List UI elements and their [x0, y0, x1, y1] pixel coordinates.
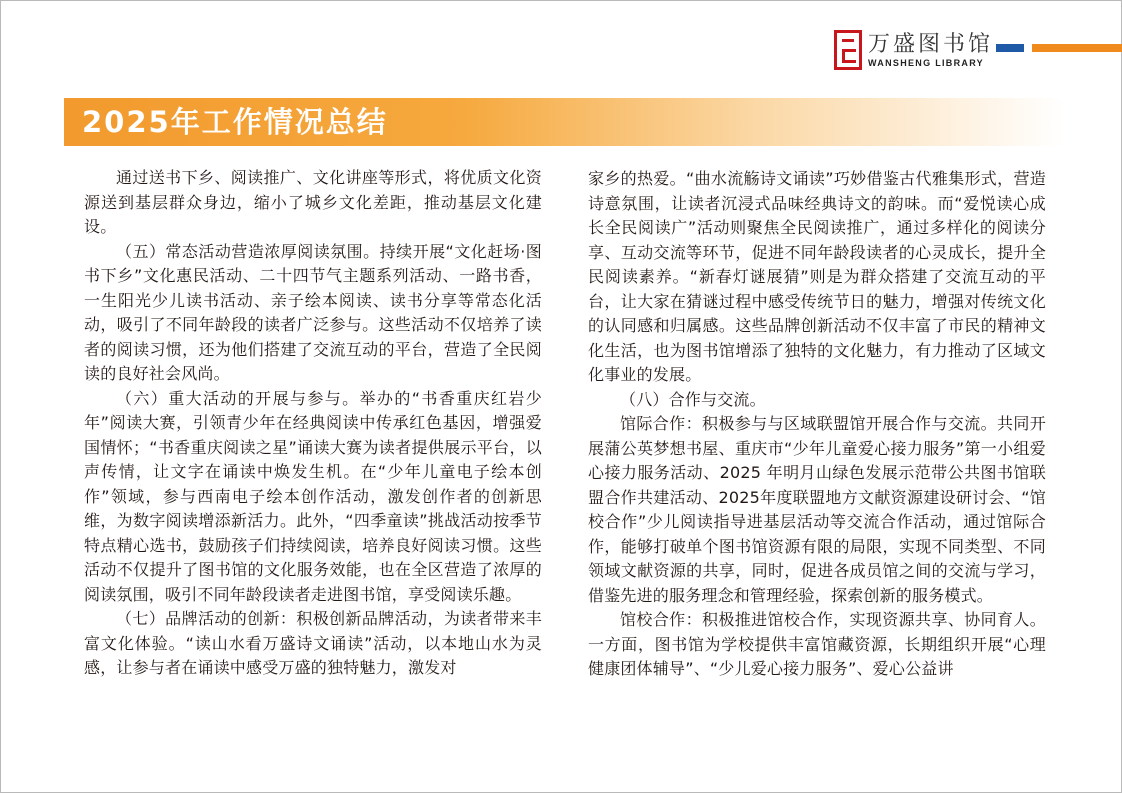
header-accent-orange — [1032, 44, 1122, 52]
section-heading: （八）合作与交流。 — [620, 389, 766, 409]
library-logo-icon — [834, 30, 862, 70]
header-accent-blue — [996, 44, 1024, 52]
paragraph: 馆校合作：积极推进馆校合作，实现资源共享、协同育人。一方面，图书馆为学校提供丰富馆藏资源，长期组织开展“心理健康团体辅导”、“少儿爱心接力服务”、爱心公益讲 — [588, 610, 1046, 678]
logo-chinese-name: 万盛图书馆 — [868, 32, 994, 57]
right-column — [588, 167, 1046, 682]
logo-english-name: WANSHENG LIBRARY — [868, 58, 984, 68]
paragraph: 通过送书下乡、阅读推广、文化讲座等形式，将优质文化资源送到基层群众身边，缩小了城乡文化差距，推动基层文化建设。 — [84, 168, 542, 236]
paragraph: （七）品牌活动的创新：积极创新品牌活动，为读者带来丰富文化体验。“读山水看万盛诗文诵读”活动，以本地山水为灵感，让参与者在诵读中感受万盛的独特魅力，激发对 — [84, 609, 542, 677]
paragraph: 家乡的热爱。“曲水流觞诗文诵读”巧妙借鉴古代雅集形式，营造诗意氛围，让读者沉浸式品味经典诗文的韵味。而“爱悦读心成长全民阅读广”活动则聚焦全民阅读推广，通过多样化的阅读分享、互动交流等环节，促进不同年龄段读者的心灵成长，提升全民阅读素养。“新春灯谜展猜”则是为群众搭建了交流互动的平台，让大家在猜谜过程中感受传统节日的魅力，增强对传统文化的认同感和归属感。这些品牌创新活动不仅丰富了市民的精神文化生活，也为图书馆增添了独特的文化魅力，有力推动了区域文化事业的发展。 — [588, 169, 1046, 384]
paragraph: （六）重大活动的开展与参与。举办的“书香重庆红岩少年”阅读大赛，引领青少年在经典阅读中传承红色基因，增强爱国情怀；“书香重庆阅读之星”诵读大赛为读者提供展示平台，以声传情，让文字在诵读中焕发生机。在“少年儿童电子绘本创作”领域，参与西南电子绘本创作活动，激发创作者的创新思维，为数字阅读增添新活力。此外，“四季童读”挑战活动按季节特点精心选书，鼓励孩子们持续阅读，培养良好阅读习惯。这些活动不仅提升了图书馆的文化服务效能，也在全区营造了浓厚的阅读氛围，吸引不同年龄段读者走进图书馆，享受阅读乐趣。 — [84, 388, 542, 604]
paragraph: 馆际合作：积极参与与区域联盟馆开展合作与交流。共同开展蒲公英梦想书屋、重庆市“少年儿童爱心接力服务”第一小组爱心接力服务活动、2025 年明月山绿色发展示范带公共图书馆联盟合作共建活动、2025年度联盟地方文献资源建设研讨会、“馆校合作”少儿阅读指导进基层活动等交流合作活动，通过馆际合作，能够打破单个图书馆资源有限的局限，实现不同类型、不同领域文献资源的共享，同时，促进各成员馆之间的交流与学习，借鉴先进的服务理念和管理经验，探索创新的服务模式。 — [588, 414, 1046, 605]
title-band — [64, 98, 1064, 146]
left-column — [84, 166, 542, 681]
paragraph: （五）常态活动营造浓厚阅读氛围。持续开展“文化赶场·图书下乡”文化惠民活动、二十四节气主题系列活动、一路书香，一生阳光少儿读书活动、亲子绘本阅读、读书分享等常态化活动，吸引了不同年龄段的读者广泛参与。这些活动不仅培养了读者的阅读习惯，还为他们搭建了交流互动的平台，营造了全民阅读的良好社会风尚。 — [84, 241, 542, 383]
page-title: 2025年工作情况总结 — [82, 105, 388, 139]
